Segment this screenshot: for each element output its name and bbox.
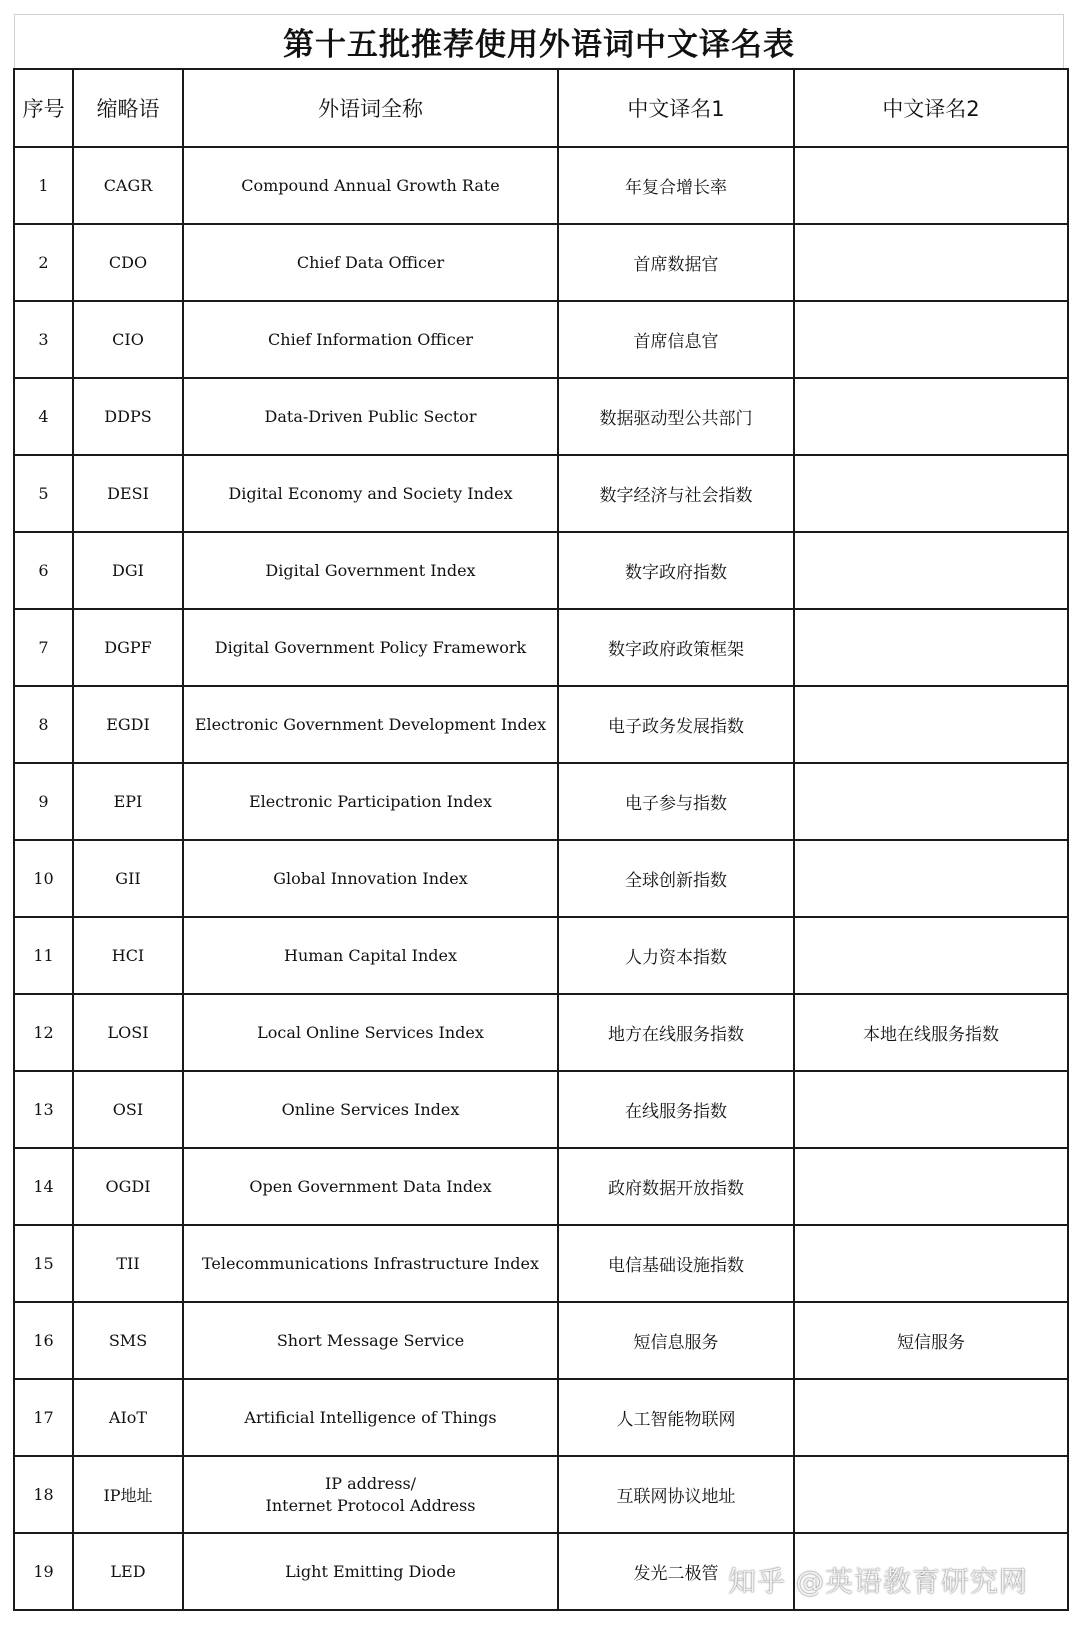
cell-no: 17 [14,1379,73,1456]
terms-table [13,68,1069,1611]
cell-zh-name-1: 政府数据开放指数 [558,1148,794,1225]
cell-abbr: OSI [73,1071,183,1148]
cell-zh-name-1: 全球创新指数 [558,840,794,917]
cell-zh-name-1: 互联网协议地址 [558,1456,794,1533]
full-name-line: Artificial Intelligence of Things [244,1407,497,1427]
cell-no: 4 [14,378,73,455]
full-name-line: Data-Driven Public Sector [264,406,477,426]
full-name-line: Telecommunications Infrastructure Index [201,1253,539,1273]
cell-zh-name-2 [794,301,1068,378]
col-header-no: 序号 [14,69,73,147]
cell-no: 3 [14,301,73,378]
cell-zh-name-1: 首席信息官 [558,301,794,378]
full-name-line: Short Message Service [276,1330,465,1350]
table-row [14,1302,1068,1379]
full-name-line: Digital Economy and Society Index [228,483,513,503]
cell-full-name [183,147,558,224]
table-row [14,686,1068,763]
cell-abbr: GII [73,840,183,917]
cell-no: 13 [14,1071,73,1148]
cell-full-name [183,1533,558,1610]
cell-full-name [183,763,558,840]
cell-no: 12 [14,994,73,1071]
table-row [14,378,1068,455]
cell-zh-name-2 [794,1379,1068,1456]
cell-full-name [183,840,558,917]
cell-zh-name-2 [794,532,1068,609]
cell-zh-name-1: 发光二极管 [558,1533,794,1610]
cell-zh-name-1: 数字政府政策框架 [558,609,794,686]
cell-no: 8 [14,686,73,763]
cell-zh-name-1: 首席数据官 [558,224,794,301]
cell-full-name [183,1071,558,1148]
cell-zh-name-1: 人工智能物联网 [558,1379,794,1456]
cell-zh-name-2 [794,917,1068,994]
cell-no: 11 [14,917,73,994]
cell-full-name [183,994,558,1071]
cell-zh-name-2 [794,1225,1068,1302]
cell-no: 10 [14,840,73,917]
cell-no: 6 [14,532,73,609]
cell-zh-name-2 [794,1071,1068,1148]
cell-full-name [183,917,558,994]
cell-abbr: DGPF [73,609,183,686]
table-row [14,840,1068,917]
cell-zh-name-2 [794,763,1068,840]
cell-abbr: LED [73,1533,183,1610]
cell-zh-name-2 [794,609,1068,686]
col-header-zh2: 中文译名2 [794,69,1068,147]
cell-abbr: AIoT [73,1379,183,1456]
cell-zh-name-2 [794,686,1068,763]
table-row [14,301,1068,378]
full-name-line: Electronic Participation Index [249,791,492,811]
full-name-line: Chief Information Officer [268,329,473,349]
document-title: 第十五批推荐使用外语词中文译名表 [14,14,1064,68]
cell-full-name [183,1225,558,1302]
cell-abbr: EGDI [73,686,183,763]
cell-zh-name-2 [794,840,1068,917]
cell-abbr: CDO [73,224,183,301]
cell-no: 2 [14,224,73,301]
cell-abbr: OGDI [73,1148,183,1225]
cell-full-name [183,1302,558,1379]
full-name-line: Digital Government Index [265,560,476,580]
cell-zh-name-1: 数据驱动型公共部门 [558,378,794,455]
cell-zh-name-1: 在线服务指数 [558,1071,794,1148]
full-name-line: Digital Government Policy Framework [214,637,527,657]
table-row [14,1071,1068,1148]
cell-zh-name-1: 短信息服务 [558,1302,794,1379]
cell-zh-name-1: 电子政务发展指数 [558,686,794,763]
full-name-line: Global Innovation Index [273,868,468,888]
cell-full-name [183,1456,558,1533]
full-name-line: Human Capital Index [283,945,458,965]
cell-abbr: TII [73,1225,183,1302]
cell-no: 16 [14,1302,73,1379]
cell-no: 5 [14,455,73,532]
cell-abbr: LOSI [73,994,183,1071]
full-name-line: Local Online Services Index [257,1022,484,1042]
table-row [14,917,1068,994]
cell-zh-name-1: 人力资本指数 [558,917,794,994]
full-name-line: Light Emitting Diode [285,1561,456,1581]
full-name-line: Open Government Data Index [249,1176,492,1196]
col-header-abbr: 缩略语 [73,69,183,147]
table-row [14,763,1068,840]
cell-no: 18 [14,1456,73,1533]
cell-abbr: CIO [73,301,183,378]
cell-zh-name-2 [794,147,1068,224]
cell-abbr: IP地址 [73,1456,183,1533]
table-row [14,147,1068,224]
full-name-line: Internet Protocol Address [265,1495,476,1515]
header-row [14,69,1068,147]
cell-abbr: DGI [73,532,183,609]
cell-zh-name-1: 电信基础设施指数 [558,1225,794,1302]
table-row [14,994,1068,1071]
cell-zh-name-1: 地方在线服务指数 [558,994,794,1071]
cell-full-name [183,686,558,763]
cell-abbr: DESI [73,455,183,532]
cell-abbr: HCI [73,917,183,994]
cell-abbr: SMS [73,1302,183,1379]
cell-zh-name-2 [794,378,1068,455]
cell-zh-name-2: 本地在线服务指数 [794,994,1068,1071]
table-row [14,455,1068,532]
table-row [14,1225,1068,1302]
cell-zh-name-1: 电子参与指数 [558,763,794,840]
cell-full-name [183,609,558,686]
col-header-full: 外语词全称 [183,69,558,147]
cell-zh-name-2 [794,455,1068,532]
watermark: 知乎 @英语教育研究网 [728,1565,1028,1598]
cell-no: 1 [14,147,73,224]
col-header-zh1: 中文译名1 [558,69,794,147]
cell-abbr: CAGR [73,147,183,224]
full-name-line: Online Services Index [281,1099,460,1119]
cell-no: 7 [14,609,73,686]
cell-full-name [183,378,558,455]
cell-full-name [183,1379,558,1456]
cell-no: 14 [14,1148,73,1225]
table-row [14,1456,1068,1533]
table-row [14,609,1068,686]
cell-full-name [183,224,558,301]
cell-zh-name-2: 短信服务 [794,1302,1068,1379]
table-row [14,1148,1068,1225]
cell-zh-name-1: 数字经济与社会指数 [558,455,794,532]
full-name-line: Chief Data Officer [296,252,445,272]
cell-zh-name-2 [794,1148,1068,1225]
cell-zh-name-1: 数字政府指数 [558,532,794,609]
table-row [14,532,1068,609]
cell-no: 9 [14,763,73,840]
cell-abbr: EPI [73,763,183,840]
cell-zh-name-2 [794,1456,1068,1533]
cell-full-name [183,455,558,532]
table-body [14,147,1068,1610]
cell-zh-name-2 [794,224,1068,301]
full-name-line: IP address/ [324,1473,417,1493]
cell-no: 19 [14,1533,73,1610]
cell-full-name [183,1148,558,1225]
table-row [14,224,1068,301]
cell-full-name [183,532,558,609]
cell-no: 15 [14,1225,73,1302]
cell-full-name [183,301,558,378]
full-name-line: Compound Annual Growth Rate [241,175,500,195]
table-row [14,1379,1068,1456]
cell-abbr: DDPS [73,378,183,455]
full-name-line: Electronic Government Development Index [194,714,547,734]
cell-zh-name-1: 年复合增长率 [558,147,794,224]
